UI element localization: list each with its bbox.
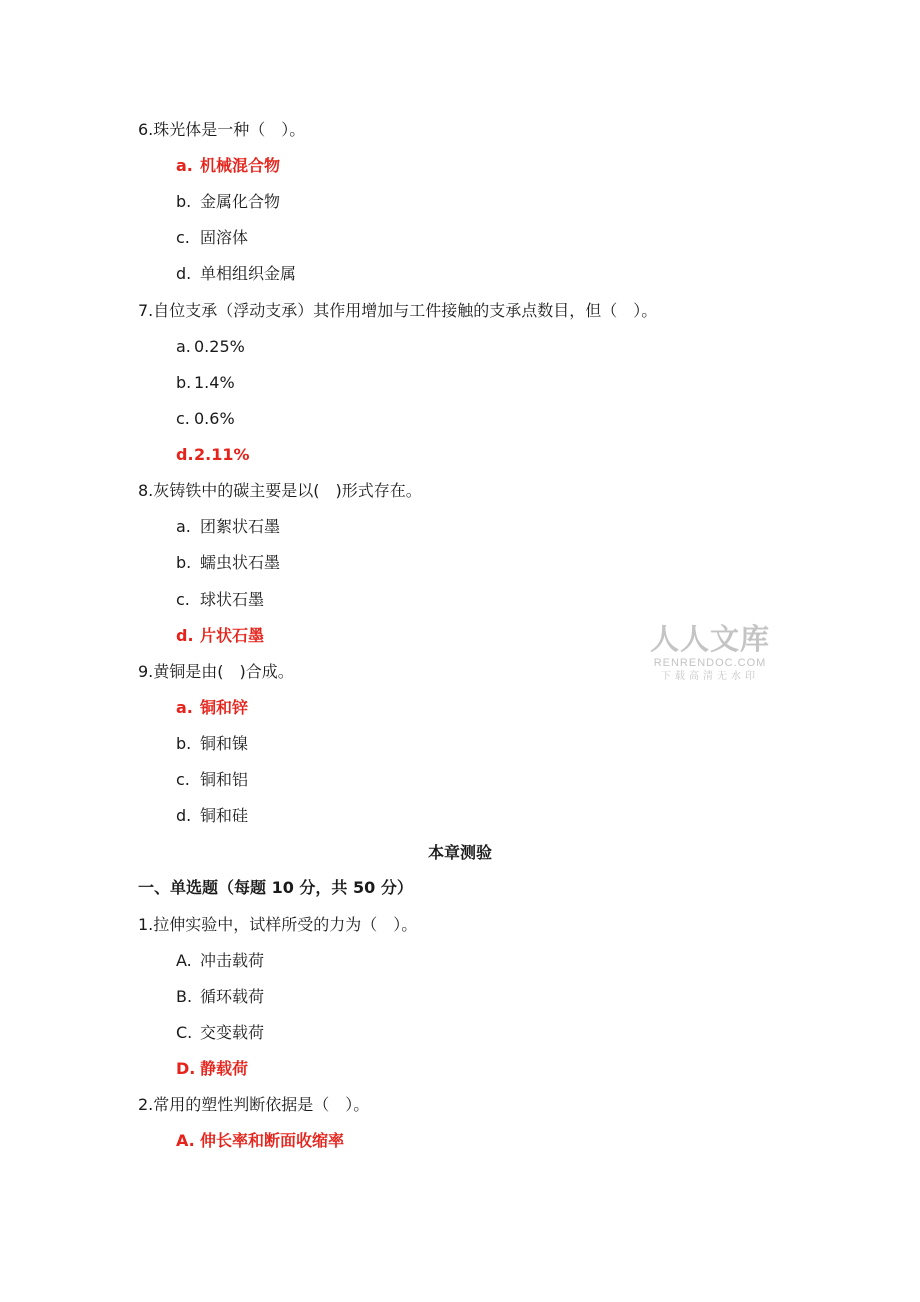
option	[176, 589, 264, 611]
watermark-tagline: 下载高清无水印	[661, 671, 759, 682]
option-text: 伸长率和断面收缩率	[200, 1131, 345, 1150]
option-text: 固溶体	[200, 228, 249, 247]
option-text: 2.11%	[194, 445, 250, 464]
option-label: A.	[176, 1131, 195, 1150]
section-title: 一、单选题（每题 10 分，共 50 分）	[138, 878, 413, 897]
option-text: 团絮状石墨	[200, 517, 281, 536]
question-stem: 7.自位支承（浮动支承）其作用增加与工件接触的支承点数目，但（ ）。	[138, 301, 658, 320]
question-stem: 2.常用的塑性判断依据是（ ）。	[138, 1095, 370, 1114]
option-correct	[176, 1130, 344, 1152]
chapter-title: 本章测验	[427, 843, 492, 862]
option-text: 机械混合物	[200, 156, 281, 175]
option-text: 交变载荷	[200, 1023, 265, 1042]
watermark-domain: RENRENDOC.COM	[653, 657, 767, 669]
option-label: a.	[176, 517, 191, 536]
option-label: c.	[176, 228, 190, 247]
option-label: b.	[176, 553, 192, 572]
option-label: d.	[176, 626, 194, 645]
option-text: 1.4%	[194, 373, 235, 392]
watermark-title: 人人文库	[649, 622, 770, 656]
option-label: c.	[176, 770, 190, 789]
option-label: a.	[176, 156, 193, 175]
option-label: d.	[176, 264, 192, 283]
watermark-logo	[640, 622, 780, 683]
option-text: 蠕虫状石墨	[200, 553, 281, 572]
option	[176, 263, 296, 285]
option-text: 单相组织金属	[200, 264, 297, 283]
option	[176, 950, 264, 972]
option	[176, 408, 235, 430]
option-label: c.	[176, 590, 190, 609]
option-text: 球状石墨	[200, 590, 265, 609]
option	[176, 372, 235, 394]
option-text: 铜和硅	[200, 806, 249, 825]
option-label: D.	[176, 1059, 196, 1078]
option-correct	[176, 697, 248, 719]
option	[176, 552, 280, 574]
question-stem: 1.拉伸实验中，试样所受的力为（ ）。	[138, 915, 418, 934]
option	[176, 733, 248, 755]
option-text: 片状石墨	[200, 626, 265, 645]
option	[176, 805, 248, 827]
option-text: 铜和镍	[200, 734, 249, 753]
option-label: B.	[176, 987, 193, 1006]
option-label: C.	[176, 1023, 193, 1042]
option-label: d.	[176, 806, 192, 825]
option	[176, 227, 248, 249]
option	[176, 191, 280, 213]
option-correct	[176, 444, 250, 466]
option-label: c.	[176, 409, 190, 428]
option-text: 冲击载荷	[200, 951, 265, 970]
option-correct	[176, 1058, 248, 1080]
option	[176, 1022, 264, 1044]
option-correct	[176, 155, 280, 177]
option-label: b.	[176, 192, 192, 211]
option-text: 0.25%	[194, 337, 245, 356]
option-text: 循环载荷	[200, 987, 265, 1006]
option-label: a.	[176, 698, 193, 717]
option-text: 金属化合物	[200, 192, 281, 211]
question-stem: 8.灰铸铁中的碳主要是以( )形式存在。	[138, 481, 422, 500]
option-label: a.	[176, 337, 191, 356]
option-label: A.	[176, 951, 192, 970]
option-label: d.	[176, 445, 194, 464]
option	[176, 336, 245, 358]
option	[176, 986, 264, 1008]
question-stem: 9.黄铜是由( )合成。	[138, 662, 294, 681]
question-stem: 6.珠光体是一种（ ）。	[138, 120, 306, 139]
option-text: 静载荷	[200, 1059, 249, 1078]
option-correct	[176, 625, 264, 647]
option	[176, 516, 280, 538]
option	[176, 769, 248, 791]
option-text: 铜和铝	[200, 770, 249, 789]
option-text: 铜和锌	[200, 698, 249, 717]
option-label: b.	[176, 373, 192, 392]
option-label: b.	[176, 734, 192, 753]
option-text: 0.6%	[194, 409, 235, 428]
